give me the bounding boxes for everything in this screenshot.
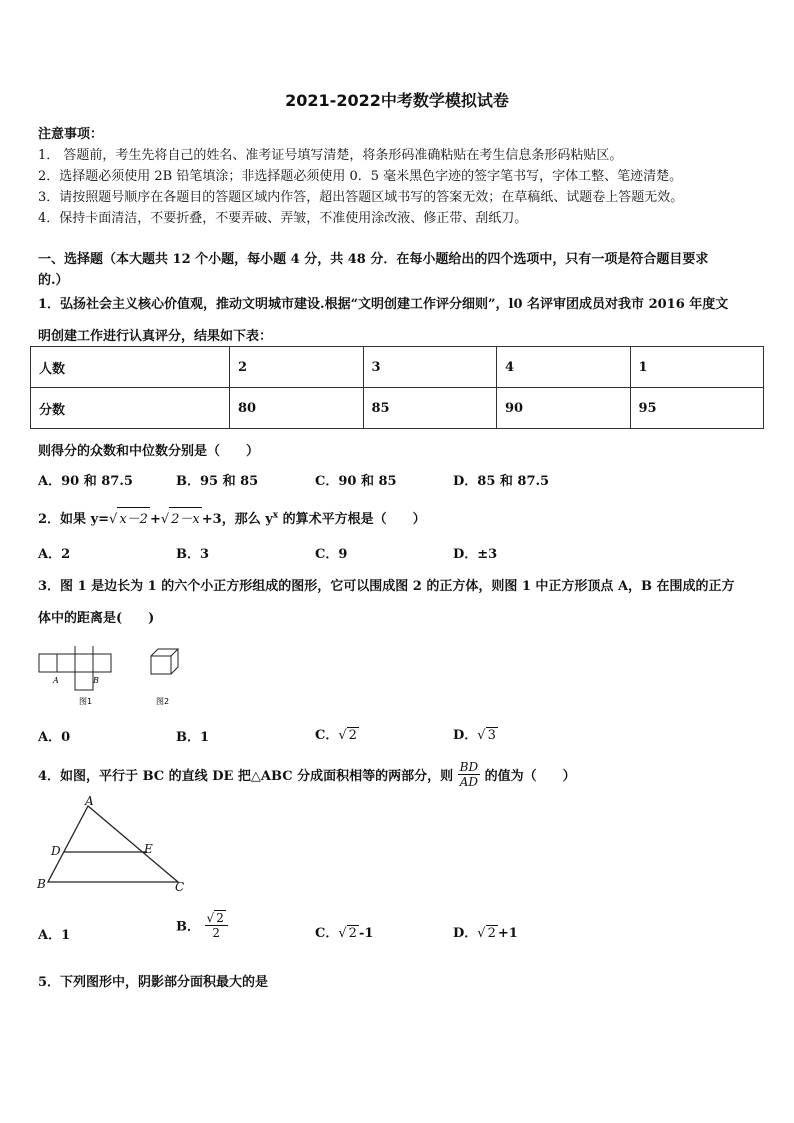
q1-question: 则得分的众数和中位数分别是（ ） <box>38 444 260 459</box>
q4-option-c-radicand: 2 <box>348 926 357 941</box>
q1-stem-line2: 明创建工作进行认真评分，结果如下表： <box>38 329 273 344</box>
radical-sign: √ <box>477 926 486 941</box>
q4-option-b-radicand: 2 <box>216 911 224 925</box>
triangle-label-e: E <box>144 842 153 856</box>
radical-sign: √ <box>338 926 347 941</box>
q4-option-c <box>315 922 373 941</box>
q2-option-a: A．2 <box>38 547 71 562</box>
q4-option-c-suffix: -1 <box>358 926 374 941</box>
q4-prefix: 4．如图，平行于 BC 的直线 DE 把△ABC 分成面积相等的两部分，则 <box>38 769 454 784</box>
table-cell: 1 <box>630 347 764 388</box>
q1-option-c: C．90 和 85 <box>315 474 397 489</box>
radical-sign: √ <box>206 911 215 925</box>
table-cell: 4 <box>497 347 631 388</box>
q1-option-b: B．95 和 85 <box>176 474 259 489</box>
triangle-label-c: C <box>175 880 185 894</box>
section-heading: 一、选择题（本大题共 12 个小题，每小题 4 分，共 48 分．在每小题给出的四个选项中，只有一项是符合题目要求 <box>38 252 709 267</box>
q2-radicand-1: x－2 <box>117 507 150 527</box>
q2-suffix: +3，那么 y <box>201 512 273 527</box>
q5-stem: 5．下列图形中，阴影部分面积最大的是 <box>38 975 269 990</box>
radical-sign: √ <box>338 728 347 743</box>
q4-suffix: 的值为（ ） <box>484 769 576 784</box>
radical-sign: √ <box>160 512 170 527</box>
q2-prefix: 2．如果 y= <box>38 512 110 527</box>
q2-exponent: x <box>272 510 279 521</box>
net-point-b: B <box>93 676 99 685</box>
q4-option-d-prefix: D． <box>453 926 478 941</box>
table-row <box>31 347 764 388</box>
section-heading-cont: 的.） <box>38 273 69 288</box>
q2-tail: 的算术平方根是（ ） <box>278 512 426 527</box>
score-table <box>30 346 764 429</box>
notice-item-1: 1． 答题前，考生先将自己的姓名、准考证号填写清楚，将条形码准确粘贴在考生信息条形码粘贴区。 <box>38 148 623 163</box>
triangle-label-d: D <box>51 844 61 858</box>
q4-option-d-radicand: 2 <box>487 926 496 941</box>
notice-heading: 注意事项： <box>38 127 104 142</box>
q3-option-b: B．1 <box>176 730 210 745</box>
q1-option-a: A．90 和 87.5 <box>38 474 133 489</box>
notice-item-2: 2．选择题必须使用 2B 铅笔填涂；非选择题必须使用 0．5 毫米黑色字迹的签字笔书写，字体工整、笔迹清楚。 <box>38 169 683 184</box>
q2-option-c: C．9 <box>315 547 348 562</box>
table-cell: 2 <box>230 347 364 388</box>
triangle-label-b: B <box>37 877 46 891</box>
q4-option-b <box>176 910 228 940</box>
cube-figure <box>146 644 186 708</box>
q2-option-b: B．3 <box>176 547 210 562</box>
q4-option-d-suffix: +1 <box>497 926 518 941</box>
q2-option-d: D．±3 <box>453 547 498 562</box>
q3-stem-line1: 3．图 1 是边长为 1 的六个小正方形组成的图形，它可以围成图 2 的正方体，则图 1 中正方形顶点 A，B 在围成的正方 <box>38 579 735 594</box>
q4-option-b-fraction <box>205 910 228 940</box>
table-cell: 85 <box>363 388 497 429</box>
q3-option-d-prefix: D． <box>453 728 478 743</box>
net-point-a: A <box>53 676 59 685</box>
q4-fraction-numerator: BD <box>459 760 479 774</box>
q3-option-c-prefix: C． <box>315 728 339 743</box>
q2-stem <box>38 507 426 527</box>
q1-option-d: D．85 和 87.5 <box>453 474 550 489</box>
table-cell: 分数 <box>31 388 230 429</box>
triangle-label-a: A <box>85 794 94 808</box>
q4-option-a: A．1 <box>38 928 71 943</box>
q3-option-d-radicand: 3 <box>487 728 496 743</box>
q4-fraction-denominator: AD <box>459 775 478 789</box>
notice-item-3: 3．请按照题号顺序在各题目的答题区域内作答，超出答题区域书写的答案无效；在草稿纸、试题卷上答题无效。 <box>38 190 684 205</box>
triangle-figure <box>34 794 194 896</box>
q4-option-b-numerator <box>205 910 228 926</box>
q3-option-c-radicand: 2 <box>348 728 357 743</box>
q3-option-d <box>453 724 498 743</box>
page-title: 2021-2022中考数学模拟试卷 <box>285 91 509 110</box>
radical-sign: √ <box>477 728 486 743</box>
table-cell: 90 <box>497 388 631 429</box>
q4-option-b-prefix: B． <box>176 919 200 935</box>
notice-item-4: 4．保持卡面清洁，不要折叠，不要弄破、弄皱，不准使用涂改液、修正带、刮纸刀。 <box>38 211 528 226</box>
table-cell: 3 <box>363 347 497 388</box>
fig1-label: 图1 <box>79 697 93 706</box>
q3-option-c <box>315 724 359 743</box>
cube-net-figure <box>36 646 118 708</box>
fig2-label: 图2 <box>156 697 170 706</box>
radical-sign: √ <box>109 512 118 527</box>
q2-radicand-2: 2－x <box>169 507 202 527</box>
q4-option-c-prefix: C． <box>315 926 339 941</box>
q4-stem <box>38 760 576 789</box>
table-cell: 80 <box>230 388 364 429</box>
q4-fraction <box>458 760 480 789</box>
table-cell: 95 <box>630 388 764 429</box>
q3-stem-line2: 体中的距离是( ) <box>38 611 155 626</box>
q3-option-a: A．0 <box>38 730 71 745</box>
table-cell: 人数 <box>31 347 230 388</box>
q1-stem-line1: 1．弘扬社会主义核心价值观，推动文明城市建设.根据“文明创建工作评分细则”，l0 名评审团成员对我市 2016 年度文 <box>38 297 729 312</box>
q2-plus: + <box>149 512 161 527</box>
table-row <box>31 388 764 429</box>
q4-option-d <box>453 922 518 941</box>
q4-option-b-denominator: 2 <box>212 926 220 940</box>
